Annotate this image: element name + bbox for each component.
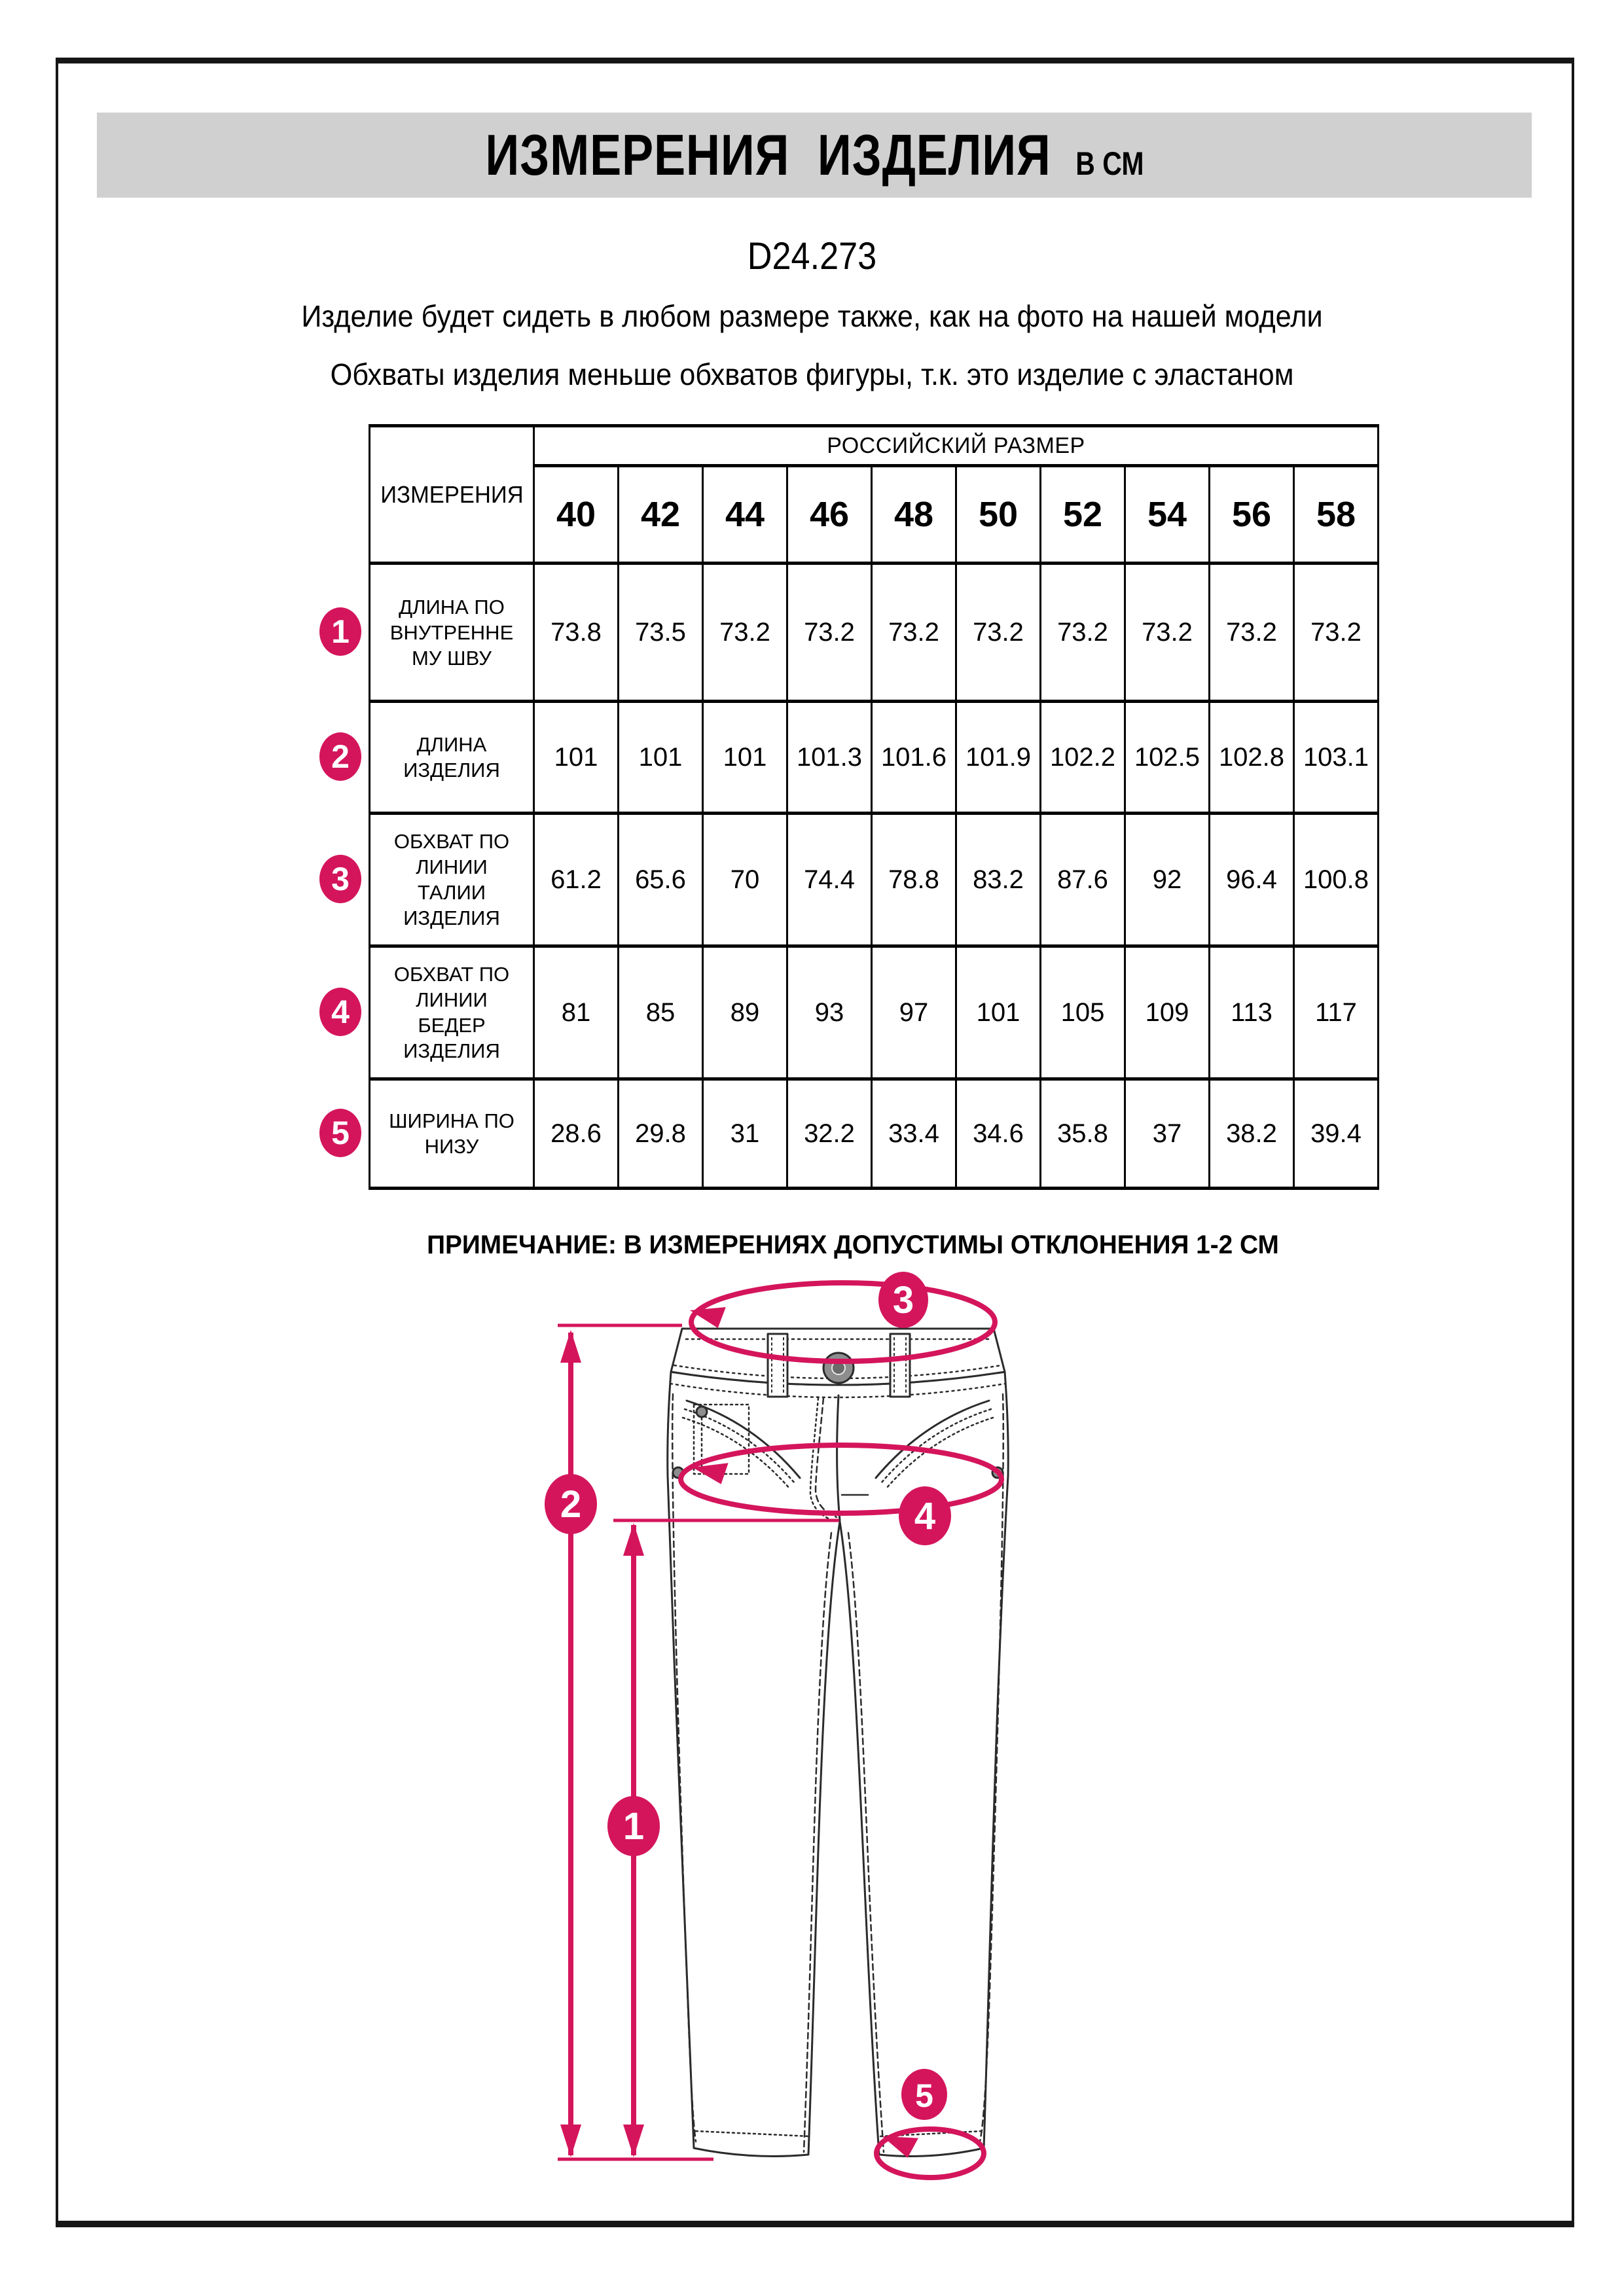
measurement-value: 73.5 bbox=[619, 564, 703, 702]
group-header: РОССИЙСКИЙ РАЗМЕР bbox=[534, 426, 1379, 466]
measurement-value: 35.8 bbox=[1041, 1079, 1125, 1189]
diagram-marker-5-number: 5 bbox=[915, 2077, 933, 2114]
waist-button bbox=[823, 1353, 854, 1383]
title-bar bbox=[97, 113, 1532, 198]
measurement-value: 100.8 bbox=[1294, 814, 1379, 946]
row-marker-3-badge bbox=[319, 855, 361, 903]
measurement-value: 103.1 bbox=[1294, 702, 1379, 814]
measurement-value: 85 bbox=[619, 946, 703, 1079]
measurement-value: 73.2 bbox=[1210, 564, 1294, 702]
measurement-value: 102.8 bbox=[1210, 702, 1294, 814]
measurement-value: 83.2 bbox=[956, 814, 1041, 946]
measurement-value: 29.8 bbox=[619, 1079, 703, 1189]
row-marker-1-number: 1 bbox=[331, 613, 350, 650]
measurement-row bbox=[370, 702, 1379, 814]
row-marker-1-badge bbox=[319, 607, 361, 656]
row-marker-5-number: 5 bbox=[331, 1115, 350, 1151]
measurement-value: 101.3 bbox=[787, 702, 872, 814]
belt-loop-left bbox=[768, 1334, 787, 1397]
measurement-label: ОБХВАТ ПО ЛИНИИ ТАЛИИ ИЗДЕЛИЯ bbox=[370, 814, 534, 946]
measurement-value: 97 bbox=[872, 946, 956, 1079]
size-column-header: 52 bbox=[1041, 466, 1125, 564]
measurement-value: 73.2 bbox=[1294, 564, 1379, 702]
measurement-value: 73.2 bbox=[872, 564, 956, 702]
length-arrow-top-head bbox=[560, 1330, 581, 1363]
measurement-value: 101 bbox=[619, 702, 703, 814]
measurement-value: 109 bbox=[1125, 946, 1210, 1079]
measurement-row bbox=[370, 814, 1379, 946]
measurement-value: 31 bbox=[703, 1079, 787, 1189]
page-title bbox=[485, 122, 1144, 188]
measurement-value: 73.2 bbox=[1041, 564, 1125, 702]
title-word-measurements: ИЗМЕРЕНИЯ bbox=[484, 122, 789, 187]
measurement-value: 93 bbox=[787, 946, 872, 1079]
measurement-value: 32.2 bbox=[787, 1079, 872, 1189]
title-units: В СМ bbox=[1075, 145, 1144, 182]
row-marker-2-number: 2 bbox=[331, 738, 350, 775]
size-table bbox=[369, 424, 1379, 1190]
measurement-row bbox=[370, 946, 1379, 1079]
measurement-value: 78.8 bbox=[872, 814, 956, 946]
group-header-row bbox=[370, 426, 1379, 466]
length-arrow-bottom-head bbox=[560, 2125, 581, 2157]
diagram-marker-2-number: 2 bbox=[560, 1483, 582, 1526]
measurement-value: 101 bbox=[534, 702, 619, 814]
size-column-header: 56 bbox=[1210, 466, 1294, 564]
measurement-row bbox=[370, 1079, 1379, 1189]
measurement-value: 113 bbox=[1210, 946, 1294, 1079]
measurement-value: 101 bbox=[956, 946, 1041, 1079]
size-column-header: 44 bbox=[703, 466, 787, 564]
measurement-value: 73.8 bbox=[534, 564, 619, 702]
diagram-marker-3-number: 3 bbox=[892, 1279, 914, 1321]
size-column-header: 46 bbox=[787, 466, 872, 564]
measurement-value: 74.4 bbox=[787, 814, 872, 946]
measurement-value: 70 bbox=[703, 814, 787, 946]
table-body bbox=[370, 564, 1379, 1189]
diagram-marker-1-number: 1 bbox=[623, 1805, 645, 1848]
measurement-value: 102.5 bbox=[1125, 702, 1210, 814]
measurement-value: 92 bbox=[1125, 814, 1210, 946]
measurement-value: 73.2 bbox=[703, 564, 787, 702]
jeans-sketch bbox=[668, 1329, 1009, 2156]
size-column-header: 54 bbox=[1125, 466, 1210, 564]
measurement-value: 34.6 bbox=[956, 1079, 1041, 1189]
size-column-header: 40 bbox=[534, 466, 619, 564]
measurement-value: 89 bbox=[703, 946, 787, 1079]
row-marker-5-badge bbox=[319, 1109, 361, 1157]
measurement-value: 101.9 bbox=[956, 702, 1041, 814]
product-code: D24.273 bbox=[747, 235, 877, 278]
measurement-value: 87.6 bbox=[1041, 814, 1125, 946]
measurement-value: 96.4 bbox=[1210, 814, 1294, 946]
measurement-label: ОБХВАТ ПО ЛИНИИ БЕДЕР ИЗДЕЛИЯ bbox=[370, 946, 534, 1079]
measurement-value: 73.2 bbox=[956, 564, 1041, 702]
measurement-value: 105 bbox=[1041, 946, 1125, 1079]
size-column-header: 50 bbox=[956, 466, 1041, 564]
size-column-header: 58 bbox=[1294, 466, 1379, 564]
subtitle-elastane-note: Обхваты изделия меньше обхватов фигуры, т.к. это изделие с эластаном bbox=[330, 357, 1294, 391]
measurement-value: 102.2 bbox=[1041, 702, 1125, 814]
measurement-value: 33.4 bbox=[872, 1079, 956, 1189]
measurement-label: ШИРИНА ПО НИЗУ bbox=[370, 1079, 534, 1189]
measurement-value: 73.2 bbox=[787, 564, 872, 702]
measurement-row bbox=[370, 564, 1379, 702]
title-word-product: ИЗДЕЛИЯ bbox=[817, 122, 1051, 187]
row-marker-3-number: 3 bbox=[331, 861, 350, 897]
measurement-value: 37 bbox=[1125, 1079, 1210, 1189]
diagram-marker-4-number: 4 bbox=[914, 1495, 936, 1537]
row-marker-4-badge bbox=[319, 988, 361, 1036]
measurement-value: 38.2 bbox=[1210, 1079, 1294, 1189]
measurement-value: 101.6 bbox=[872, 702, 956, 814]
jeans-measurement-diagram bbox=[537, 1250, 1087, 2232]
inseam-arrow-bottom-head bbox=[623, 2125, 644, 2157]
row-marker-2-badge bbox=[319, 732, 361, 781]
measurement-value: 117 bbox=[1294, 946, 1379, 1079]
corner-label: ИЗМЕРЕНИЯ bbox=[373, 426, 531, 564]
measurement-value: 65.6 bbox=[619, 814, 703, 946]
measurement-label: ДЛИНА ПО ВНУТРЕННЕ МУ ШВУ bbox=[370, 564, 534, 702]
measurement-value: 61.2 bbox=[534, 814, 619, 946]
measurement-value: 101 bbox=[703, 702, 787, 814]
measurement-value: 81 bbox=[534, 946, 619, 1079]
measurement-value: 28.6 bbox=[534, 1079, 619, 1189]
inseam-arrow-top-head bbox=[623, 1523, 644, 1556]
measurement-value: 39.4 bbox=[1294, 1079, 1379, 1189]
subtitle-fit-note: Изделие будет сидеть в любом размере также, как на фото на нашей модели bbox=[301, 299, 1323, 333]
measurement-label: ДЛИНА ИЗДЕЛИЯ bbox=[370, 702, 534, 814]
size-table-container bbox=[369, 424, 1379, 1190]
belt-loop-right bbox=[890, 1334, 910, 1397]
measurement-value: 73.2 bbox=[1125, 564, 1210, 702]
tolerance-note: ПРИМЕЧАНИЕ: В ИЗМЕРЕНИЯХ ДОПУСТИМЫ ОТКЛОНЕНИЯ 1-2 СМ bbox=[427, 1230, 1279, 1259]
size-column-header: 42 bbox=[619, 466, 703, 564]
row-marker-4-number: 4 bbox=[331, 994, 350, 1030]
size-column-header: 48 bbox=[872, 466, 956, 564]
